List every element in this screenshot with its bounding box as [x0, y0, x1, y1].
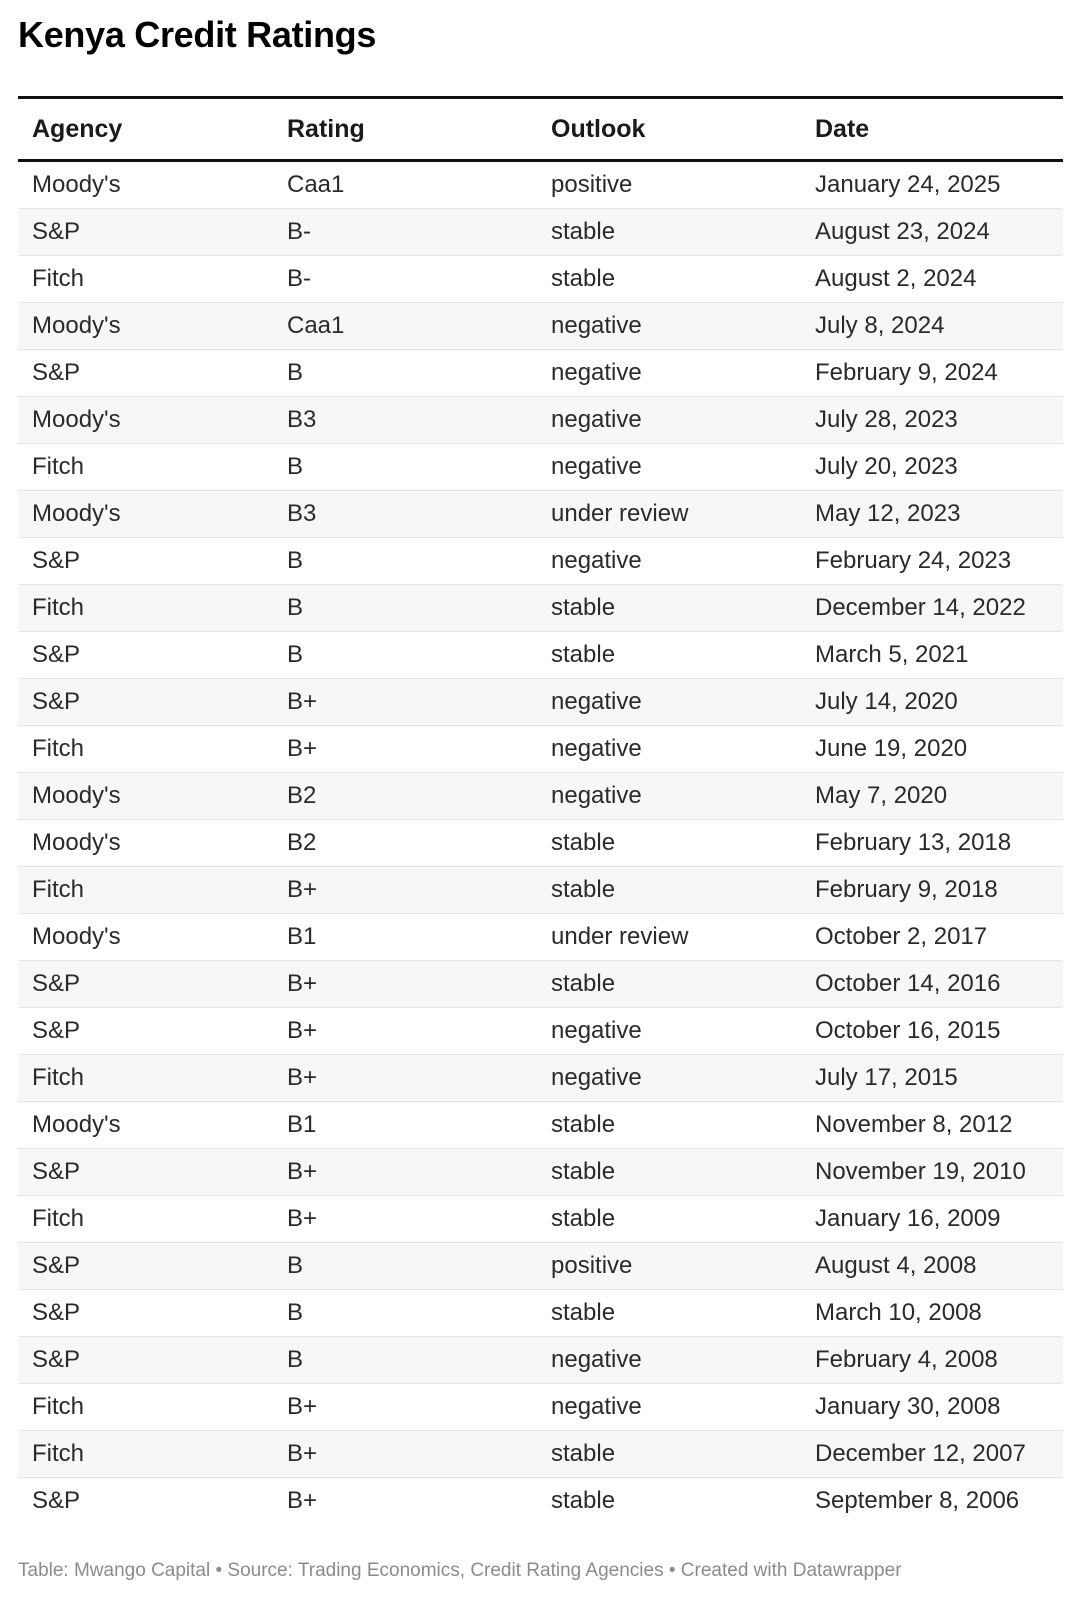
- cell-date: February 9, 2024: [801, 350, 1063, 397]
- table-row: [18, 1290, 1063, 1337]
- table-row: [18, 726, 1063, 773]
- cell-agency: Fitch: [18, 867, 273, 914]
- cell-rating: B: [273, 632, 537, 679]
- cell-outlook: stable: [537, 585, 801, 632]
- table-row: [18, 632, 1063, 679]
- cell-agency: Moody's: [18, 914, 273, 961]
- cell-agency: Fitch: [18, 1384, 273, 1431]
- table-row: [18, 444, 1063, 491]
- cell-outlook: negative: [537, 350, 801, 397]
- cell-agency: Moody's: [18, 161, 273, 209]
- cell-date: October 14, 2016: [801, 961, 1063, 1008]
- table-row: [18, 1384, 1063, 1431]
- cell-outlook: negative: [537, 726, 801, 773]
- page-title: Kenya Credit Ratings: [18, 14, 377, 55]
- cell-agency: S&P: [32, 1487, 81, 1514]
- cell-outlook: stable: [537, 209, 801, 256]
- cell-rating: Caa1: [273, 161, 537, 209]
- cell-agency: S&P: [18, 350, 273, 397]
- cell-date: January 24, 2025: [801, 161, 1063, 209]
- table-row: [18, 961, 1063, 1008]
- cell-date: January 16, 2009: [801, 1196, 1063, 1243]
- table-row: [18, 1102, 1063, 1149]
- cell-date: February 24, 2023: [801, 538, 1063, 585]
- cell-rating: B+: [273, 1196, 537, 1243]
- cell-outlook: stable: [551, 1487, 616, 1514]
- cell-agency: S&P: [18, 1337, 273, 1384]
- cell-date: August 2, 2024: [801, 256, 1063, 303]
- cell-outlook: negative: [537, 1008, 801, 1055]
- cell-rating: B+: [273, 961, 537, 1008]
- table-row: [18, 1055, 1063, 1102]
- cell-date: February 9, 2018: [801, 867, 1063, 914]
- cell-date: December 12, 2007: [801, 1431, 1063, 1478]
- cell-outlook: under review: [537, 914, 801, 961]
- cell-date: September 8, 2006: [815, 1487, 1020, 1514]
- cell-date: November 8, 2012: [801, 1102, 1063, 1149]
- table-row: [18, 397, 1063, 444]
- cell-date: July 8, 2024: [801, 303, 1063, 350]
- cell-date: July 17, 2015: [801, 1055, 1063, 1102]
- table-row: [18, 867, 1063, 914]
- cell-outlook: stable: [537, 867, 801, 914]
- table-row: [18, 1243, 1063, 1290]
- table-body: [18, 161, 1063, 1525]
- cell-date: May 12, 2023: [801, 491, 1063, 538]
- cell-agency: S&P: [18, 1243, 273, 1290]
- column-header-date[interactable]: Date: [801, 98, 1063, 161]
- cell-agency: S&P: [18, 209, 273, 256]
- cell-rating: B1: [273, 914, 537, 961]
- table-row: [18, 1337, 1063, 1384]
- cell-date: March 5, 2021: [801, 632, 1063, 679]
- cell-rating: B+: [273, 1055, 537, 1102]
- cell-rating: B+: [273, 1008, 537, 1055]
- cell-agency: S&P: [18, 679, 273, 726]
- cell-date: December 14, 2022: [801, 585, 1063, 632]
- ratings-table: [18, 96, 1063, 1524]
- cell-outlook: positive: [537, 1243, 801, 1290]
- cell-rating: B: [273, 1290, 537, 1337]
- cell-rating: B-: [273, 209, 537, 256]
- table-row: [18, 1149, 1063, 1196]
- table-row: [18, 303, 1063, 350]
- cell-date: August 23, 2024: [801, 209, 1063, 256]
- cell-agency: S&P: [18, 1008, 273, 1055]
- cell-outlook: negative: [537, 444, 801, 491]
- cell-date: October 16, 2015: [801, 1008, 1063, 1055]
- column-header-outlook[interactable]: Outlook: [537, 98, 801, 161]
- cell-outlook: stable: [537, 820, 801, 867]
- cell-outlook: stable: [537, 632, 801, 679]
- cell-outlook: negative: [537, 397, 801, 444]
- table-row: [18, 1478, 1063, 1525]
- table-row: [18, 538, 1063, 585]
- cell-rating: B+: [273, 726, 537, 773]
- cell-rating: B+: [273, 1384, 537, 1431]
- cell-rating: B+: [273, 1149, 537, 1196]
- cell-rating: B: [273, 1337, 537, 1384]
- cell-date: November 19, 2010: [801, 1149, 1063, 1196]
- cell-date: August 4, 2008: [801, 1243, 1063, 1290]
- cell-agency: Fitch: [18, 585, 273, 632]
- cell-rating: B+: [273, 1431, 537, 1478]
- table-row: [18, 585, 1063, 632]
- table-row: [18, 773, 1063, 820]
- cell-outlook: negative: [537, 773, 801, 820]
- cell-date: June 19, 2020: [801, 726, 1063, 773]
- cell-date: March 10, 2008: [801, 1290, 1063, 1337]
- table-row: [18, 679, 1063, 726]
- cell-outlook: stable: [537, 961, 801, 1008]
- cell-agency: Fitch: [18, 1431, 273, 1478]
- cell-rating: B: [273, 585, 537, 632]
- cell-outlook: negative: [537, 1055, 801, 1102]
- cell-agency: S&P: [18, 538, 273, 585]
- cell-rating: B: [273, 444, 537, 491]
- cell-outlook: negative: [537, 1384, 801, 1431]
- table-row: [18, 1431, 1063, 1478]
- cell-agency: Moody's: [18, 1102, 273, 1149]
- cell-outlook: stable: [537, 1290, 801, 1337]
- cell-rating: B: [273, 538, 537, 585]
- cell-rating: B2: [273, 820, 537, 867]
- cell-outlook: under review: [537, 491, 801, 538]
- cell-rating: B+: [273, 867, 537, 914]
- cell-rating: B: [273, 350, 537, 397]
- cell-outlook: stable: [537, 256, 801, 303]
- table-row: [18, 914, 1063, 961]
- cell-agency: Fitch: [18, 726, 273, 773]
- cell-outlook: stable: [537, 1431, 801, 1478]
- cell-outlook: stable: [537, 1149, 801, 1196]
- cell-agency: Moody's: [18, 303, 273, 350]
- cell-date: February 4, 2008: [801, 1337, 1063, 1384]
- cell-agency: S&P: [18, 1149, 273, 1196]
- table-row: [18, 161, 1063, 209]
- cell-date: July 20, 2023: [801, 444, 1063, 491]
- cell-rating: B: [273, 1243, 537, 1290]
- cell-outlook: negative: [537, 1337, 801, 1384]
- cell-date: July 14, 2020: [801, 679, 1063, 726]
- cell-rating: B1: [273, 1102, 537, 1149]
- cell-rating: Caa1: [273, 303, 537, 350]
- cell-outlook: negative: [537, 679, 801, 726]
- cell-agency: S&P: [18, 1290, 273, 1337]
- table-row: [18, 256, 1063, 303]
- table-row: [18, 209, 1063, 256]
- cell-agency: Fitch: [18, 444, 273, 491]
- cell-outlook: positive: [537, 161, 801, 209]
- cell-rating: B3: [273, 397, 537, 444]
- cell-rating: B2: [273, 773, 537, 820]
- cell-agency: Moody's: [18, 491, 273, 538]
- cell-agency: Moody's: [18, 773, 273, 820]
- cell-rating: B+: [273, 679, 537, 726]
- cell-agency: S&P: [18, 961, 273, 1008]
- table-header-row: [18, 98, 1063, 161]
- cell-outlook: negative: [537, 538, 801, 585]
- cell-agency: Moody's: [18, 820, 273, 867]
- cell-agency: Fitch: [18, 256, 273, 303]
- cell-agency: S&P: [18, 632, 273, 679]
- cell-date: October 2, 2017: [801, 914, 1063, 961]
- column-header-rating[interactable]: Rating: [273, 98, 537, 161]
- table-footer-credits: Table: Mwango Capital • Source: Trading Economics, Credit Rating Agencies • Created with Datawrapper: [18, 1560, 902, 1581]
- cell-date: July 28, 2023: [801, 397, 1063, 444]
- cell-rating: B+: [287, 1487, 318, 1514]
- cell-outlook: negative: [537, 303, 801, 350]
- table-row: [18, 1008, 1063, 1055]
- cell-agency: Moody's: [18, 397, 273, 444]
- cell-rating: B-: [273, 256, 537, 303]
- cell-rating: B3: [273, 491, 537, 538]
- table-row: [18, 820, 1063, 867]
- cell-date: May 7, 2020: [801, 773, 1063, 820]
- table-row: [18, 350, 1063, 397]
- column-header-agency[interactable]: Agency: [18, 98, 273, 161]
- table-row: [18, 1196, 1063, 1243]
- table-row: [18, 491, 1063, 538]
- cell-agency: Fitch: [18, 1196, 273, 1243]
- cell-agency: Fitch: [18, 1055, 273, 1102]
- cell-outlook: stable: [537, 1102, 801, 1149]
- cell-date: February 13, 2018: [801, 820, 1063, 867]
- cell-date: January 30, 2008: [801, 1384, 1063, 1431]
- cell-outlook: stable: [537, 1196, 801, 1243]
